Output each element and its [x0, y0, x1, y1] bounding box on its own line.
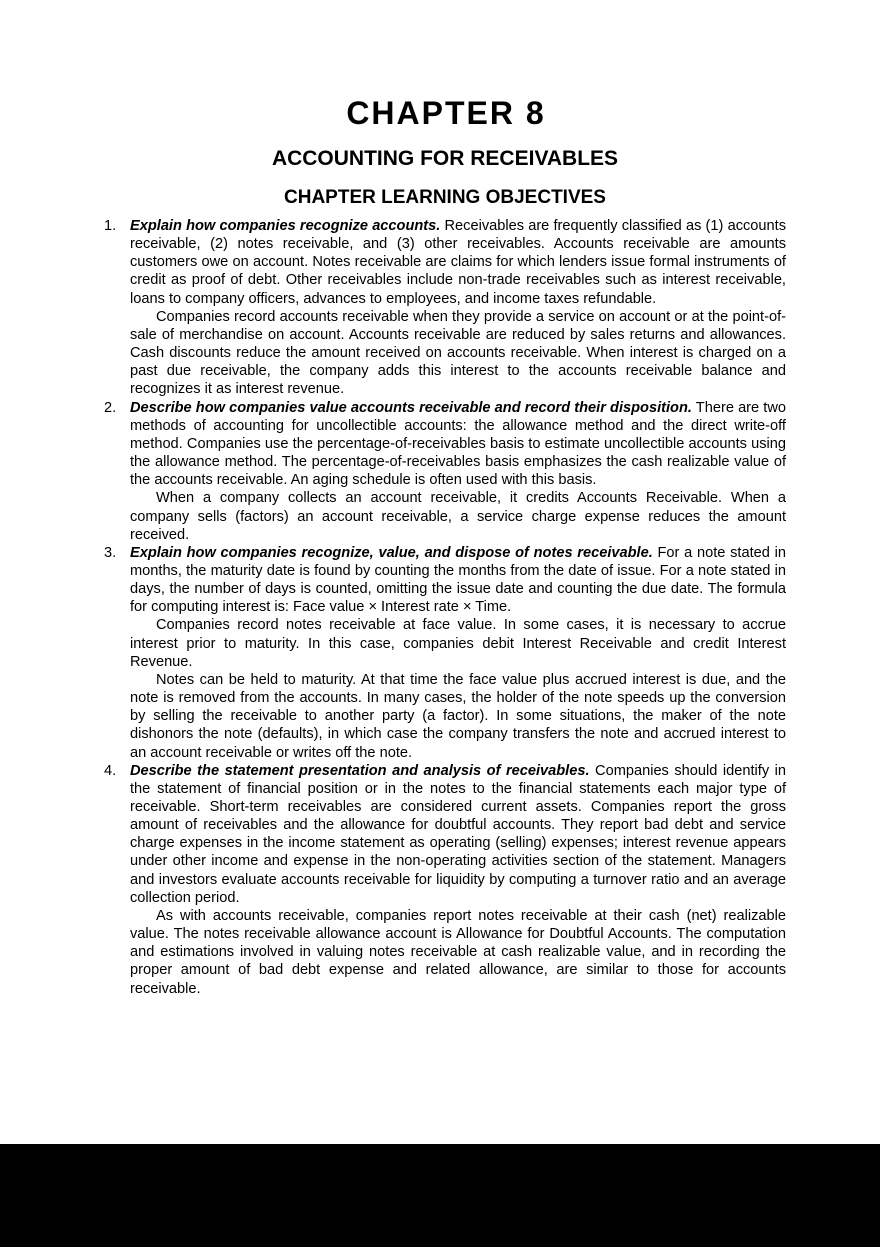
- objective-lead: Explain how companies recognize accounts.: [130, 218, 441, 234]
- objective-paragraph: [130, 762, 786, 907]
- objective-item-2: [104, 399, 786, 544]
- objective-item-3: [104, 544, 786, 762]
- objective-text: There are two methods of accounting for uncollectible accounts: the allowance method and the direct write-off method. Companies use the percentage-of-receivables basis to estimate uncollectible accounts using the allowance method. The percentage-of-receivables basis emphasizes the cash realizable value of the accounts receivable. An aging schedule is often used with this basis.: [130, 399, 786, 489]
- objective-item-1: [104, 217, 786, 399]
- objective-item-4: [104, 762, 786, 998]
- objective-paragraph: As with accounts receivable, companies report notes receivable at their cash (net) realizable value. The notes receivable allowance account is Allowance for Doubtful Accounts. The computation and estimations involved in valuing notes receivable at cash realizable value, and in recording the proper amount of bad debt expense and related allowance, are similar to those for accounts receivable.: [130, 907, 786, 997]
- objective-number: 3.: [104, 544, 117, 561]
- chapter-heading: CHAPTER 8: [346, 95, 546, 131]
- objective-lead: Describe how companies value accounts receivable and record their disposition.: [130, 399, 692, 416]
- learning-objectives-list: [104, 217, 786, 998]
- objective-paragraph: [130, 544, 786, 617]
- objective-text: Companies should identify in the statement of financial position or in the notes to the financial statements each major type of receivable. Short-term receivables are considered current assets. Companies report the gross amount of receivables and the allowance for doubtful accounts. They report bad debt and service charge expenses in the income statement as operating (selling) expenses; interest revenue appears under other income and expense in the non-operating activities section of the statement. Managers and investors evaluate accounts receivable for liquidity by computing a turnover ratio and an average collection period.: [130, 762, 786, 906]
- objective-lead: Explain how companies recognize, value, and dispose of notes receivable.: [130, 544, 653, 561]
- objective-paragraph: Companies record accounts receivable when they provide a service on account or at the point-of-sale of merchandise on account. Accounts receivable are reduced by sales returns and allowances. Cash discounts reduce the amount received on accounts receivable. When interest is charged on a past due receivable, the company adds this interest to the accounts receivable balance and recognizes it as interest revenue.: [130, 308, 786, 398]
- objective-number: 2.: [104, 399, 117, 416]
- objective-number: 1.: [104, 218, 117, 234]
- objective-number: 4.: [104, 762, 117, 779]
- section-heading: CHAPTER LEARNING OBJECTIVES: [284, 187, 606, 208]
- objective-paragraph: Companies record notes receivable at face value. In some cases, it is necessary to accrue interest prior to maturity. In this case, companies debit Interest Receivable and credit Interest Revenue.: [130, 617, 786, 670]
- objective-text: For a note stated in months, the maturity date is found by counting the months from the date of issue. For a note stated in days, the number of days is counted, omitting the issue date and counting the due date. The formula for computing interest is: Face value × Interest rate × Time.: [130, 544, 786, 616]
- objective-paragraph: [130, 217, 786, 308]
- black-bottom-bar: [0, 1144, 880, 1247]
- objective-text: Receivables are frequently classified as (1) accounts receivable, (2) notes receivable, and (3) other receivables. Accounts receivable are amounts customers owe on account. Notes receivable are claims for which lenders issue formal instruments of credit as proof of debt. Other receivables include non-trade receivables such as interest receivable, loans to company officers, advances to employees, and income taxes refundable.: [130, 218, 786, 307]
- objective-paragraph: When a company collects an account receivable, it credits Accounts Receivable. When a company sells (factors) an account receivable, a service charge expense reduces the amount received.: [130, 490, 786, 543]
- objective-paragraph: [130, 399, 786, 490]
- objective-paragraph: Notes can be held to maturity. At that time the face value plus accrued interest is due, and the note is removed from the accounts. In many cases, the holder of the note speeds up the conversion by selling the receivable to another party (a factor). In some situations, the maker of the note dishonors the note (defaults), in which case the company transfers the note and accrued interest to an account receivable or writes off the note.: [130, 671, 786, 761]
- objective-lead: Describe the statement presentation and analysis of receivables.: [130, 762, 590, 779]
- chapter-title: ACCOUNTING FOR RECEIVABLES: [271, 147, 619, 170]
